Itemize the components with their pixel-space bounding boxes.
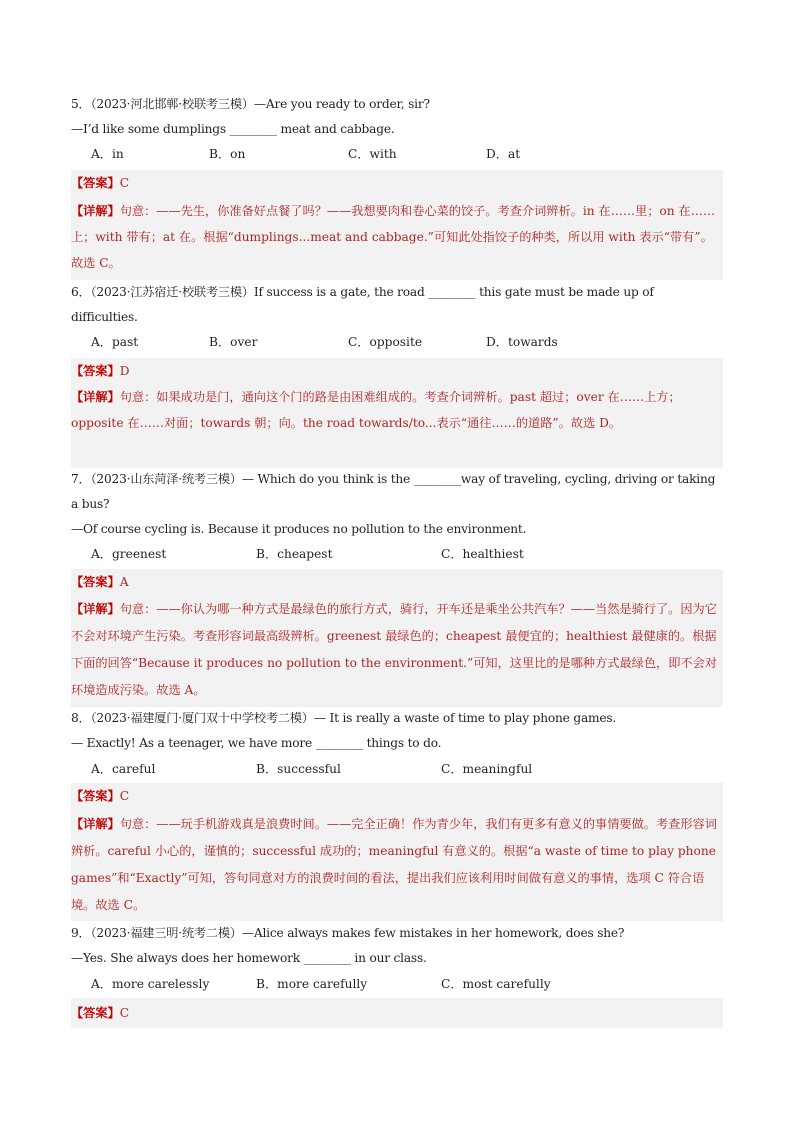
question-8-line2: — Exactly! As a teenager, we have more ________ things to do. bbox=[71, 736, 442, 750]
option-d: D．towards bbox=[486, 335, 558, 349]
detail-5: 【详解】句意：——先生，你准备好点餐了吗？——我想要肉和卷心菜的饺子。考查介词辨析。in 在……里；on 在……上；with 带有；at 在。根据“dumplings...meat and cabbage.”可知此处指饺子的种类，所以用 with 表示“带有”。故选 C。 bbox=[71, 204, 716, 270]
question-5-stem: 5．（2023·河北邯郸·校联考三模）—Are you ready to order, sir? bbox=[71, 97, 430, 111]
question-7-line2: —Of course cycling is. Because it produces no pollution to the environment. bbox=[71, 522, 527, 536]
option-c: C．healthiest bbox=[441, 547, 524, 561]
question-9-stem: 9．（2023·福建三明·统考二模）—Alice always makes few mistakes in her homework, does she? bbox=[71, 926, 625, 940]
answer-5: 【答案】C bbox=[71, 176, 130, 190]
detail-7: 【详解】句意：——你认为哪一种方式是最绿色的旅行方式，骑行，开车还是乘坐公共汽车？——当然是骑行了。因为它不会对环境产生污染。考查形容词最高级辨析。greenest 最绿色的；cheapest 最便宜的；healthiest 最健康的。根据下面的回答“Because it produces no pollution to the environment.”可知，这里比的是哪种方式最绿色，即不会对环境造成污染。故选 A。 bbox=[71, 602, 717, 697]
option-c: C．most carefully bbox=[441, 977, 551, 991]
option-d: D．at bbox=[486, 147, 521, 161]
option-b: B．on bbox=[209, 147, 246, 161]
option-c: C．opposite bbox=[348, 335, 423, 349]
question-5 bbox=[71, 92, 723, 142]
option-b: B．over bbox=[209, 335, 258, 349]
option-c: C．meaningful bbox=[441, 762, 533, 776]
option-a: A．careful bbox=[91, 762, 156, 776]
question-9 bbox=[71, 921, 723, 971]
option-a: A．more carelessly bbox=[91, 977, 210, 991]
answer-9: 【答案】C bbox=[71, 1006, 130, 1020]
question-7-stem: 7．（2023·山东菏泽·统考三模）— Which do you think is the ________way of traveling, cycling, driving or taking a bus? bbox=[71, 472, 716, 511]
answer-7: 【答案】A bbox=[71, 575, 129, 589]
option-b: B．cheapest bbox=[256, 547, 333, 561]
detail-8: 【详解】句意：——玩手机游戏真是浪费时间。——完全正确！作为青少年，我们有更多有意义的事情要做。考查形容词辨析。careful 小心的，谨慎的；successful 成功的；meaningful 有意义的。根据“a waste of time to play phone games”和“Exactly”可知，答句同意对方的浪费时间的看法，提出我们应该利用时间做有意义的事情，选项 C 符合语境。故选 C。 bbox=[71, 817, 717, 912]
question-7 bbox=[71, 467, 723, 542]
option-a: A．in bbox=[91, 147, 124, 161]
question-9-line2: —Yes. She always does her homework ________ in our class. bbox=[71, 951, 427, 965]
option-b: B．successful bbox=[256, 762, 341, 776]
answer-6: 【答案】D bbox=[71, 364, 130, 378]
option-a: A．greenest bbox=[91, 547, 167, 561]
question-5-line2: —I’d like some dumplings ________ meat and cabbage. bbox=[71, 122, 395, 136]
question-8-stem: 8．（2023·福建厦门·厦门双十中学校考二模）— It is really a waste of time to play phone games. bbox=[71, 711, 617, 725]
answer-8: 【答案】C bbox=[71, 789, 130, 803]
option-c: C．with bbox=[348, 147, 397, 161]
option-a: A．past bbox=[91, 335, 139, 349]
question-8 bbox=[71, 706, 723, 756]
question-6 bbox=[71, 280, 723, 330]
question-6-stem: 6．（2023·江苏宿迁·校联考三模）If success is a gate, the road ________ this gate must be made up of difficulties. bbox=[71, 285, 654, 324]
option-b: B．more carefully bbox=[256, 977, 368, 991]
detail-6: 【详解】句意：如果成功是门，通向这个门的路是由困难组成的。考查介词辨析。past 超过；over 在……上方；opposite 在……对面；towards 朝；向。the road towards/to...表示“通往……的道路”。故选 D。 bbox=[71, 390, 681, 430]
